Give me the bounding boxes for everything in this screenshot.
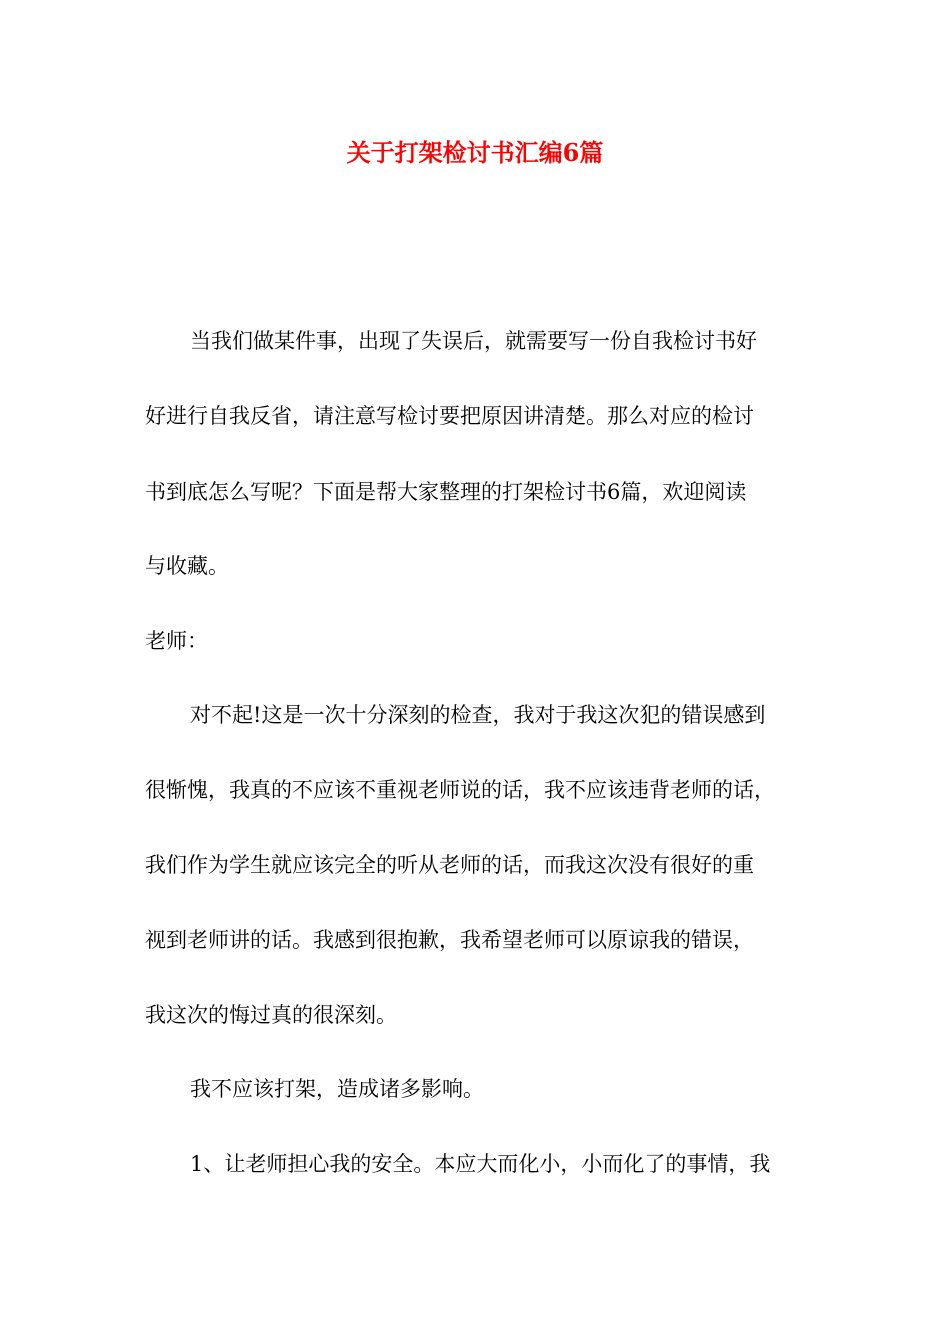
paragraph-line: 当我们做某件事，出现了失误后，就需要写一份自我检讨书好 bbox=[190, 329, 757, 353]
paragraph-line: 1、让老师担心我的安全。本应大而化小，小而化了的事情，我 bbox=[190, 1152, 771, 1176]
paragraph-line: 好进行自我反省，请注意写检讨要把原因讲清楚。那么对应的检讨 bbox=[145, 404, 754, 428]
paragraph-line: 我不应该打架，造成诸多影响。 bbox=[190, 1077, 484, 1101]
paragraph-line: 我这次的悔过真的很深刻。 bbox=[145, 1003, 397, 1027]
paragraph-line: 很惭愧，我真的不应该不重视老师说的话，我不应该违背老师的话， bbox=[145, 778, 775, 802]
document-title: 关于打架检讨书汇编6篇 bbox=[346, 138, 604, 167]
salutation: 老师： bbox=[145, 629, 208, 653]
paragraph-line: 视到老师讲的话。我感到很抱歉，我希望老师可以原谅我的错误， bbox=[145, 928, 754, 952]
paragraph-line: 书到底怎么写呢？下面是帮大家整理的打架检讨书6篇，欢迎阅读 bbox=[145, 480, 747, 504]
paragraph-line: 对不起!这是一次十分深刻的检查，我对于我这次犯的错误感到 bbox=[190, 703, 766, 727]
paragraph-line: 我们作为学生就应该完全的听从老师的话，而我这次没有很好的重 bbox=[145, 853, 754, 877]
paragraph-line: 与收藏。 bbox=[145, 554, 229, 578]
